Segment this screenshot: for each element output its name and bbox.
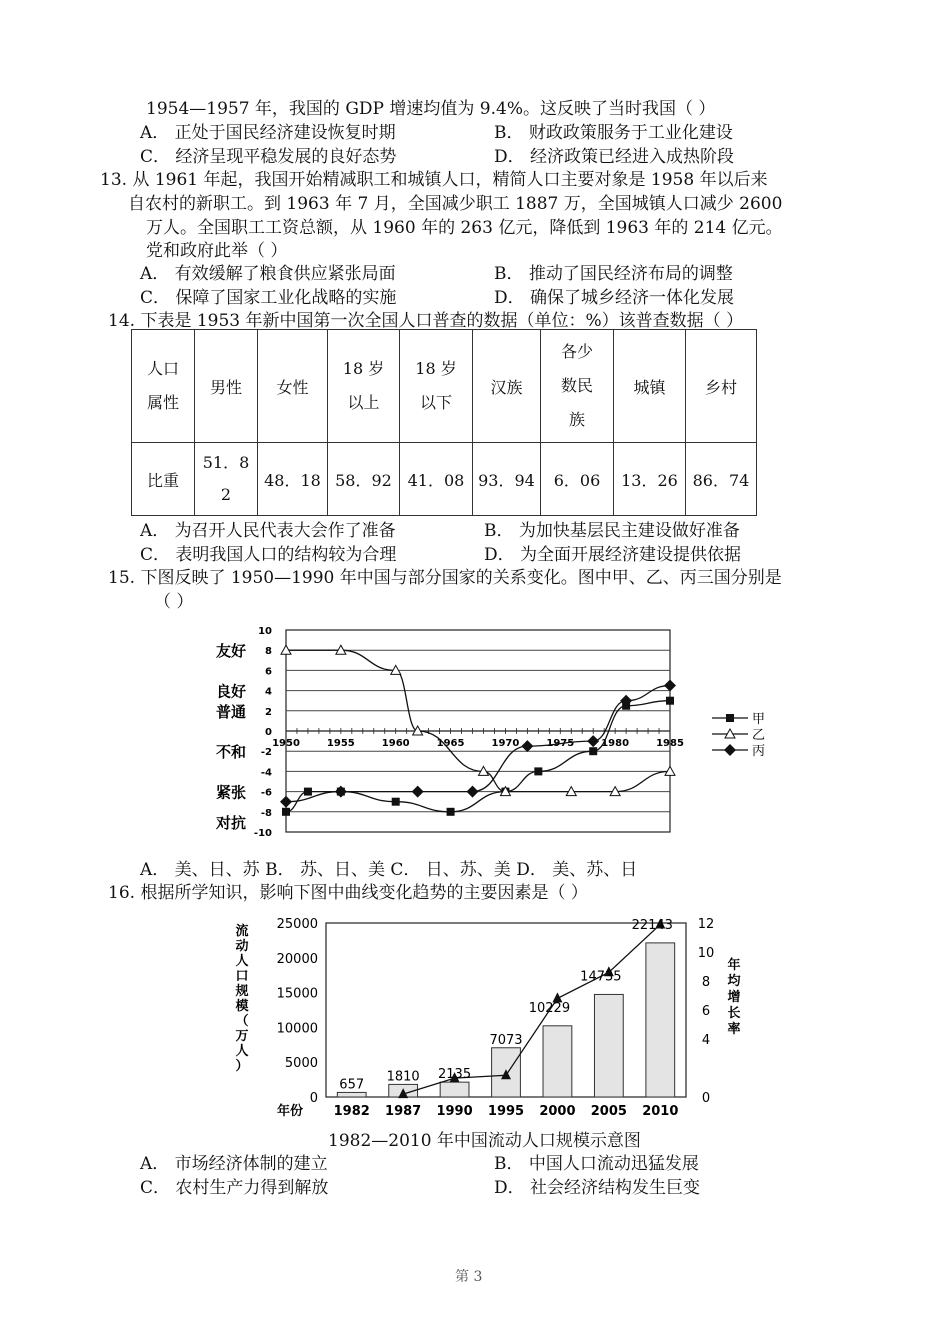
- header-cell: 18 岁 以下: [400, 330, 473, 443]
- bar-value-label: 22143: [631, 917, 673, 933]
- q13-stem-line4: 党和政府此举（ ）: [146, 241, 288, 261]
- value-cell: 93．94: [473, 443, 541, 516]
- y-tick-label: 25000: [276, 917, 318, 932]
- x-tick-label: 1980: [601, 738, 630, 749]
- y-right-axis-label-char: 增: [727, 990, 741, 1005]
- value-cell: 6．06: [541, 443, 614, 516]
- y-axis-label-char: 模: [235, 999, 249, 1014]
- data-point: [392, 798, 400, 806]
- y-tick-label: 2: [265, 706, 272, 718]
- q13-stem-line1: 13. 从 1961 年起，我国开始精减职工和城镇人口，精简人口主要对象是 1958 年以后来: [100, 170, 768, 190]
- q16-option-b[interactable]: B． 中国人口流动迅猛发展: [494, 1154, 699, 1174]
- y-axis-label-char: ）: [235, 1059, 249, 1074]
- census-header-row: [132, 330, 757, 443]
- y-tick-label: 0: [265, 727, 272, 738]
- data-point: [534, 767, 542, 775]
- x-tick-label: 1982: [333, 1104, 370, 1119]
- y-tick-label: -6: [260, 787, 272, 799]
- y-category-label: 良好: [216, 682, 247, 701]
- data-point: [589, 747, 597, 755]
- legend-label: 丙: [752, 744, 766, 759]
- x-tick-label: 1965: [436, 738, 465, 749]
- q13-option-a[interactable]: A． 有效缓解了粮食供应紧张局面: [140, 264, 396, 284]
- y-right-tick-label: 0: [701, 1091, 711, 1106]
- row-label: 比重: [132, 443, 195, 516]
- q15-options[interactable]: A． 美、日、苏 B． 苏、日、美 C． 日、苏、美 D． 美、苏、日: [140, 860, 638, 880]
- y-right-axis-label-char: 均: [727, 974, 741, 989]
- legend-label: 甲: [752, 712, 766, 727]
- x-tick-label: 1955: [326, 738, 355, 749]
- y-category-label: 对抗: [216, 813, 247, 832]
- y-right-tick-label: 8: [701, 975, 711, 990]
- x-tick-label: 1990: [436, 1104, 473, 1119]
- header-cell: 18 岁 以上: [328, 330, 400, 443]
- y-right-tick-label: 10: [697, 946, 715, 961]
- y-category-label: 不和: [216, 743, 247, 762]
- migrant-population-chart: [228, 905, 741, 1130]
- y-tick-label: 15000: [276, 986, 318, 1002]
- y-tick-label: -10: [253, 828, 272, 839]
- page-number: 第 3: [455, 1269, 483, 1285]
- y-tick-label: 0: [309, 1091, 318, 1106]
- data-point: [447, 808, 455, 816]
- x-axis-label: 年份: [276, 1104, 304, 1119]
- q14-option-b[interactable]: B． 为加快基层民主建设做好准备: [484, 521, 740, 541]
- y-tick-label: -4: [260, 767, 272, 779]
- x-tick-label: 1960: [381, 738, 410, 749]
- q16-stem: 16. 根据所学知识，影响下图中曲线变化趋势的主要因素是（ ）: [108, 883, 588, 903]
- header-cell: 汉族: [473, 330, 541, 443]
- q13-stem-line2: 自农村的新职工。到 1963 年 7 月，全国减少职工 1887 万，全国城镇人口减少 2600: [128, 194, 783, 214]
- value-cell: 51．8 2: [195, 443, 258, 516]
- q13-option-c[interactable]: C． 保障了国家工业化战略的实施: [140, 288, 397, 308]
- q12-option-c[interactable]: C． 经济呈现平稳发展的良好态势: [140, 147, 397, 167]
- data-point: [282, 808, 290, 816]
- x-tick-label: 1950: [272, 738, 300, 749]
- y-right-axis-label-char: 年: [727, 958, 741, 973]
- bar-value-label: 7073: [489, 1032, 523, 1048]
- x-tick-label: 2010: [642, 1104, 679, 1119]
- census-value-row: [132, 443, 757, 516]
- data-point: [666, 697, 674, 705]
- y-right-axis-label-char: 率: [727, 1022, 741, 1037]
- y-right-axis-label-char: 长: [727, 1006, 741, 1021]
- q14-stem: 14. 下表是 1953 年新中国第一次全国人口普查的数据（单位：%）该普查数据（ ）: [108, 311, 744, 331]
- q14-option-d[interactable]: D． 为全面开展经济建设提供依据: [484, 545, 742, 565]
- y-tick-label: 5000: [284, 1056, 318, 1072]
- value-cell: 86．74: [686, 443, 757, 516]
- y-right-tick-label: 12: [697, 917, 715, 932]
- relations-chart: [200, 618, 780, 843]
- bar: [646, 943, 675, 1097]
- value-cell: 48．18: [258, 443, 328, 516]
- bar-value-label: 14735: [580, 969, 622, 985]
- y-category-label: 普通: [216, 702, 247, 721]
- x-tick-label: 2000: [539, 1104, 576, 1119]
- q16-option-d[interactable]: D． 社会经济结构发生巨变: [494, 1178, 701, 1198]
- q16-option-a[interactable]: A． 市场经济体制的建立: [140, 1154, 328, 1174]
- y-axis-label-char: 规: [235, 984, 249, 999]
- x-tick-label: 2005: [590, 1104, 627, 1119]
- y-tick-label: 6: [265, 666, 272, 678]
- bar-value-label: 1810: [386, 1069, 420, 1085]
- bar: [337, 1092, 366, 1097]
- bar-value-label: 657: [339, 1077, 365, 1093]
- q15-stem-bracket: （ ）: [154, 592, 194, 612]
- bar: [543, 1026, 572, 1097]
- y-axis-label-char: 人: [235, 1044, 249, 1059]
- y-category-label: 友好: [216, 642, 247, 661]
- value-cell: 58．92: [328, 443, 400, 516]
- header-cell: 男性: [195, 330, 258, 443]
- x-tick-label: 1975: [546, 738, 575, 749]
- value-cell: 13．26: [614, 443, 686, 516]
- y-axis-label-char: （: [235, 1014, 249, 1029]
- bar: [594, 994, 623, 1097]
- y-axis-label-char: 口: [235, 969, 249, 984]
- header-cell: 乡村: [686, 330, 757, 443]
- data-point: [304, 788, 312, 796]
- x-tick-label: 1970: [491, 738, 520, 749]
- y-right-tick-label: 4: [701, 1033, 711, 1048]
- bar: [440, 1082, 469, 1097]
- y-tick-label: -2: [260, 747, 272, 759]
- q13-option-b[interactable]: B． 推动了国民经济布局的调整: [494, 264, 733, 284]
- q13-stem-line3: 万人。全国职工工资总额，从 1960 年的 263 亿元，降低到 1963 年的 214 亿元。: [146, 218, 783, 238]
- y-tick-label: 10: [258, 626, 272, 637]
- legend-marker: [726, 714, 734, 722]
- y-category-label: 紧张: [216, 783, 247, 802]
- legend-label: 乙: [752, 728, 766, 743]
- y-axis-label-char: 万: [235, 1029, 249, 1044]
- y-right-tick-label: 6: [701, 1004, 711, 1019]
- header-cell: 人口 属性: [132, 330, 195, 443]
- y-axis-label-char: 动: [235, 939, 249, 954]
- q12-option-d[interactable]: D． 经济政策已经进入成热阶段: [494, 147, 735, 167]
- q13-option-d[interactable]: D． 确保了城乡经济一体化发展: [494, 288, 735, 308]
- q12-stem: 1954—1957 年，我国的 GDP 增速均值为 9.4%。这反映了当时我国（ ）: [146, 99, 716, 119]
- x-tick-label: 1995: [487, 1104, 525, 1119]
- q16-option-c[interactable]: C． 农村生产力得到解放: [140, 1178, 329, 1198]
- y-tick-label: 10000: [276, 1021, 318, 1037]
- census-table: [131, 329, 757, 516]
- q16-chart-caption: 1982—2010 年中国流动人口规模示意图: [328, 1131, 641, 1151]
- q14-option-a[interactable]: A． 为召开人民代表大会作了准备: [140, 521, 396, 541]
- legend-marker: [724, 744, 736, 756]
- y-axis-label-char: 流: [235, 924, 249, 939]
- header-cell: 各少 数民 族: [541, 330, 614, 443]
- y-tick-label: -8: [260, 807, 272, 819]
- q15-stem: 15. 下图反映了 1950—1990 年中国与部分国家的关系变化。图中甲、乙、丙三国分别是: [108, 568, 782, 588]
- y-tick-label: 4: [265, 686, 272, 698]
- value-cell: 41．08: [400, 443, 473, 516]
- y-tick-label: 8: [265, 646, 272, 658]
- q12-option-a[interactable]: A． 正处于国民经济建设恢复时期: [140, 123, 396, 143]
- q12-option-b[interactable]: B． 财政政策服务于工业化建设: [494, 123, 733, 143]
- y-tick-label: 20000: [276, 951, 318, 967]
- x-tick-label: 1985: [656, 738, 684, 749]
- bar-value-label: 10229: [528, 1000, 571, 1016]
- y-axis-label-char: 人: [235, 954, 249, 969]
- bar-value-label: 2135: [438, 1067, 472, 1083]
- x-tick-label: 1987: [385, 1104, 422, 1119]
- q14-option-c[interactable]: C． 表明我国人口的结构较为合理: [140, 545, 397, 565]
- header-cell: 女性: [258, 330, 328, 443]
- header-cell: 城镇: [614, 330, 686, 443]
